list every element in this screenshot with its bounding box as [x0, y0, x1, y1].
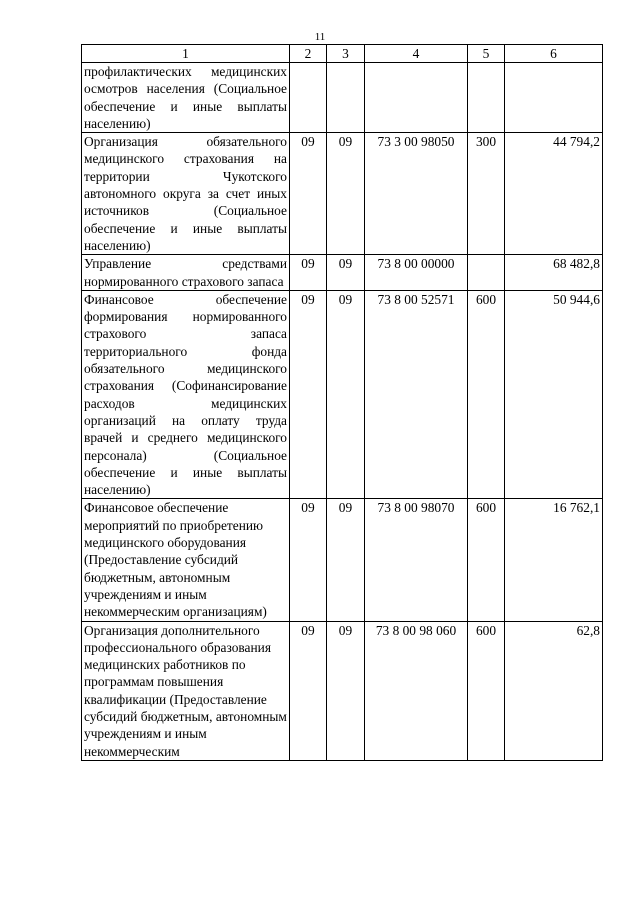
row-subsection: 09	[327, 499, 365, 621]
budget-table	[81, 44, 603, 761]
row-target-code: 73 8 00 00000	[365, 255, 468, 291]
row-section: 09	[290, 255, 327, 291]
row-name: Управление средствами нормированного страхового запаса	[82, 255, 290, 291]
row-amount	[505, 63, 603, 133]
table-row	[82, 290, 603, 499]
page-number: 11	[314, 31, 326, 43]
table-row	[82, 133, 603, 255]
row-expense-type: 600	[468, 290, 505, 499]
column-header-1: 1	[82, 45, 290, 63]
row-expense-type: 600	[468, 499, 505, 621]
table-row	[82, 621, 603, 760]
row-section: 09	[290, 133, 327, 255]
row-expense-type: 600	[468, 621, 505, 760]
table-row	[82, 63, 603, 133]
row-amount: 16 762,1	[505, 499, 603, 621]
row-name: Финансовое обеспечение формирования нормированного страхового запаса территориального фонда обязательного медицинского страхования (Софинансирование расходов медицинских организаций на оплату труда врачей и среднего медицинского персонала) (Социальное обеспечение и иные выплаты населению)	[82, 290, 290, 499]
row-subsection: 09	[327, 621, 365, 760]
row-section	[290, 63, 327, 133]
row-amount: 68 482,8	[505, 255, 603, 291]
row-target-code: 73 8 00 98 060	[365, 621, 468, 760]
header-row	[82, 45, 603, 63]
row-target-code: 73 3 00 98050	[365, 133, 468, 255]
row-subsection: 09	[327, 290, 365, 499]
row-expense-type	[468, 255, 505, 291]
row-name: профилактических медицинских осмотров населения (Социальное обеспечение и иные выплаты населению)	[82, 63, 290, 133]
row-target-code	[365, 63, 468, 133]
column-header-6: 6	[505, 45, 603, 63]
column-header-3: 3	[327, 45, 365, 63]
row-amount: 44 794,2	[505, 133, 603, 255]
row-name: Финансовое обеспечение мероприятий по приобретению медицинского оборудования (Предоставление субсидий бюджетным, автономным учреждениям и иным некоммерческим организациям)	[82, 499, 290, 621]
row-expense-type	[468, 63, 505, 133]
row-subsection	[327, 63, 365, 133]
row-section: 09	[290, 290, 327, 499]
row-name: Организация дополнительного профессионального образования медицинских работников по программам повышения квалификации (Предоставление субсидий бюджетным, автономным учреждениям и иным некоммерческим	[82, 621, 290, 760]
row-subsection: 09	[327, 255, 365, 291]
row-subsection: 09	[327, 133, 365, 255]
row-name: Организация обязательного медицинского страхования на территории Чукотского автономного округа за счет иных источников (Социальное обеспечение и иные выплаты населению)	[82, 133, 290, 255]
column-header-4: 4	[365, 45, 468, 63]
row-amount: 62,8	[505, 621, 603, 760]
table-row	[82, 255, 603, 291]
table-row	[82, 499, 603, 621]
column-header-2: 2	[290, 45, 327, 63]
row-section: 09	[290, 499, 327, 621]
row-target-code: 73 8 00 52571	[365, 290, 468, 499]
row-target-code: 73 8 00 98070	[365, 499, 468, 621]
row-amount: 50 944,6	[505, 290, 603, 499]
row-expense-type: 300	[468, 133, 505, 255]
row-section: 09	[290, 621, 327, 760]
column-header-5: 5	[468, 45, 505, 63]
